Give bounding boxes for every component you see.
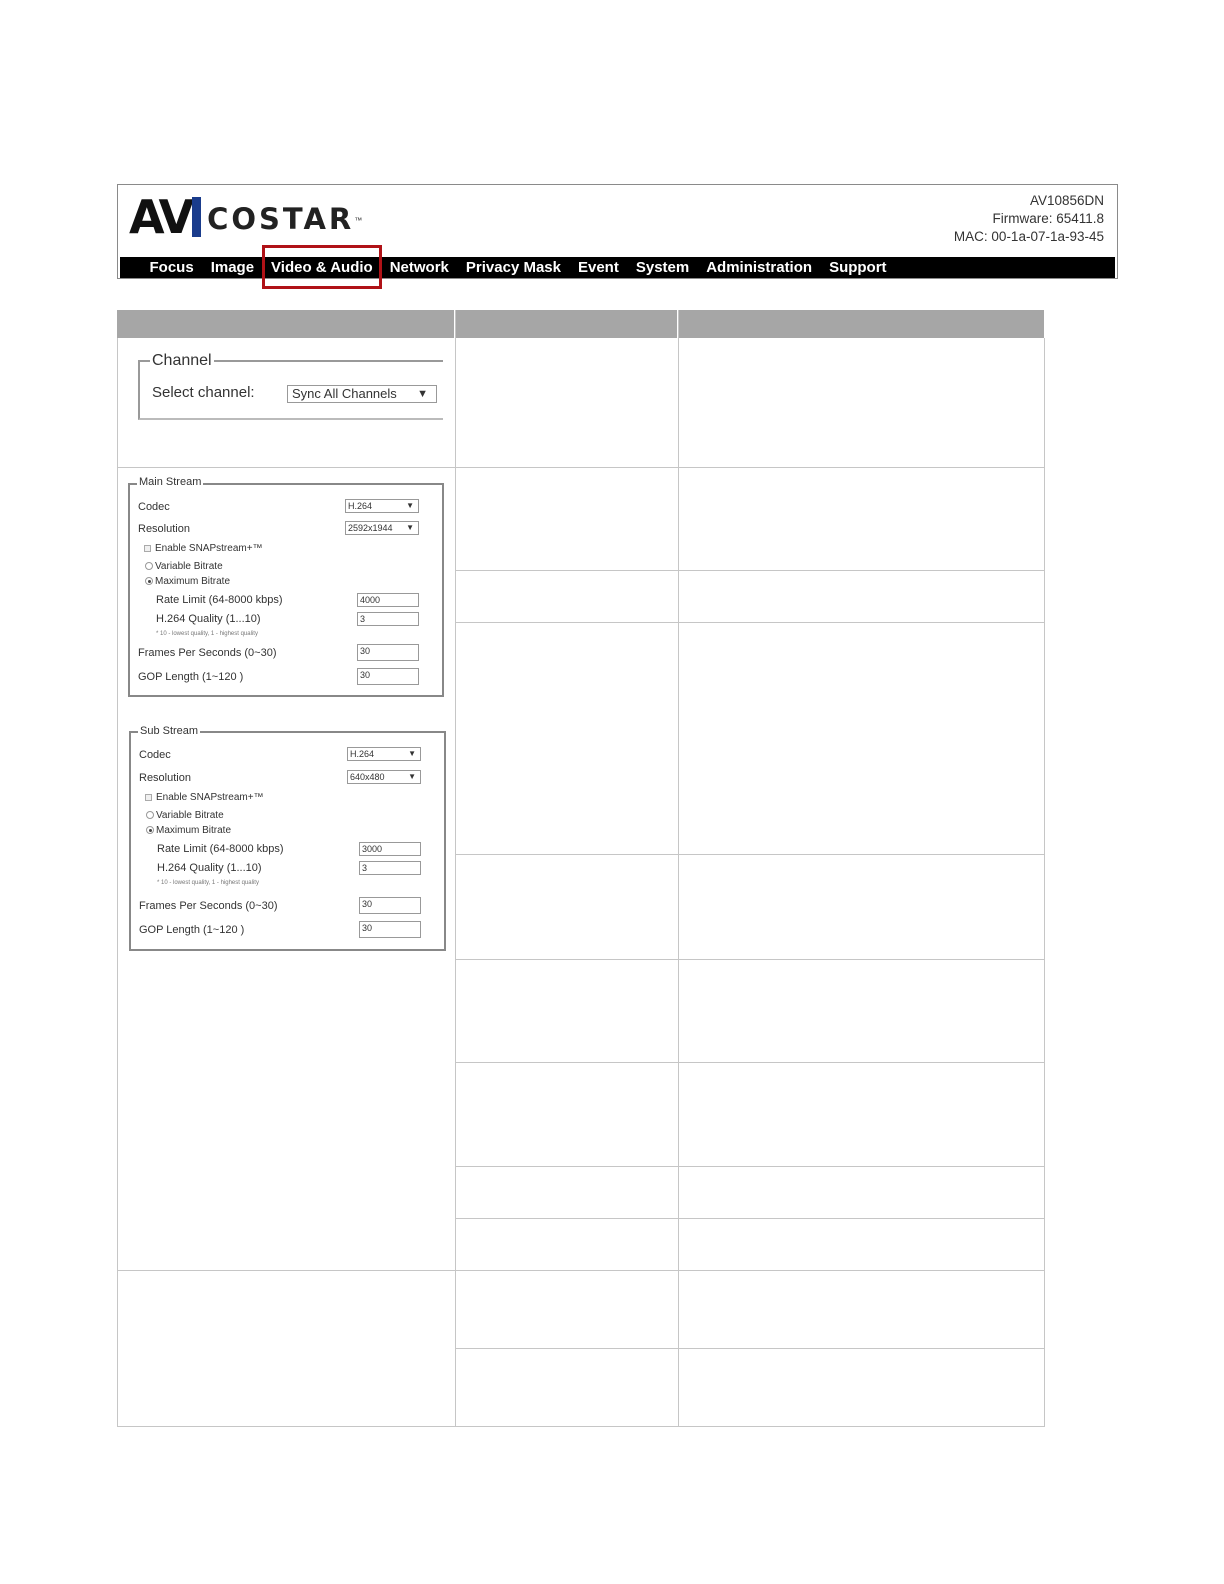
sub-rate-limit-label: Rate Limit (64-8000 kbps) xyxy=(157,843,284,855)
device-model: AV10856DN xyxy=(1029,193,1104,208)
main-maximum-bitrate-radio[interactable] xyxy=(145,577,153,585)
main-rate-limit-input[interactable]: 4000 xyxy=(357,593,419,607)
logo-costar: COSTAR xyxy=(207,202,355,236)
main-codec-label: Codec xyxy=(138,501,170,513)
chevron-down-icon: ▼ xyxy=(408,772,416,781)
sub-fps-label: Frames Per Seconds (0~30) xyxy=(139,900,278,912)
table-header-cell-3 xyxy=(679,310,1044,338)
device-mac: MAC: 00-1a-07-1a-93-45 xyxy=(953,229,1104,244)
logo-av: AV xyxy=(129,190,192,244)
main-stream-fieldset xyxy=(128,483,444,697)
sub-gop-input[interactable]: 30 xyxy=(359,921,421,938)
nav-administration[interactable]: Administration xyxy=(706,259,813,276)
sub-codec-select[interactable] xyxy=(347,747,421,761)
row-divider xyxy=(117,467,1045,468)
sub-quality-label: H.264 Quality (1...10) xyxy=(157,862,262,874)
main-resolution-label: Resolution xyxy=(138,523,190,535)
main-snapstream-label: Enable SNAPstream+™ xyxy=(155,543,263,554)
table-divider-2 xyxy=(678,310,679,1427)
nav-image[interactable]: Image xyxy=(210,259,255,276)
main-maximum-bitrate-label: Maximum Bitrate xyxy=(155,576,231,587)
row-divider xyxy=(455,854,1045,855)
table-header-cell-1 xyxy=(117,310,454,338)
active-tab-highlight xyxy=(262,245,382,289)
sub-resolution-label: Resolution xyxy=(139,772,191,784)
row-divider xyxy=(455,1062,1045,1063)
row-divider xyxy=(455,959,1045,960)
sub-codec-value: H.264 xyxy=(350,749,375,759)
nav-privacy-mask[interactable]: Privacy Mask xyxy=(465,259,561,276)
row-divider xyxy=(455,570,1045,571)
sub-resolution-value: 640x480 xyxy=(350,772,385,782)
main-snapstream-checkbox[interactable] xyxy=(144,545,151,552)
table-border-right xyxy=(1044,338,1045,1427)
nav-video-audio[interactable]: Video & Audio xyxy=(271,259,373,276)
main-quality-input[interactable]: 3 xyxy=(357,612,419,626)
sub-stream-fieldset xyxy=(129,731,446,951)
table-border-left xyxy=(117,338,118,1427)
sub-quality-input[interactable]: 3 xyxy=(359,861,421,875)
sub-snapstream-checkbox[interactable] xyxy=(145,794,152,801)
sub-codec-label: Codec xyxy=(139,749,171,761)
nav-system[interactable]: System xyxy=(635,259,690,276)
main-variable-bitrate-label: Variable Bitrate xyxy=(155,561,223,572)
sub-maximum-bitrate-label: Maximum Bitrate xyxy=(156,825,232,836)
table-border-bottom xyxy=(117,1426,1045,1427)
main-resolution-value: 2592x1944 xyxy=(348,523,393,533)
row-divider xyxy=(117,1270,1045,1271)
table-divider-1 xyxy=(455,310,456,1427)
main-fps-label: Frames Per Seconds (0~30) xyxy=(138,647,277,659)
sub-variable-bitrate-label: Variable Bitrate xyxy=(156,810,224,821)
main-codec-value: H.264 xyxy=(348,501,373,511)
logo-tm: ™ xyxy=(354,215,363,225)
row-divider xyxy=(455,1348,1045,1349)
sub-fps-input[interactable]: 30 xyxy=(359,897,421,914)
avcostar-logo xyxy=(129,190,363,244)
chevron-down-icon: ▼ xyxy=(406,501,414,510)
device-firmware: Firmware: 65411.8 xyxy=(992,211,1104,226)
chevron-down-icon: ▼ xyxy=(408,749,416,758)
nav-support[interactable]: Support xyxy=(829,259,887,276)
sub-stream-legend: Sub Stream xyxy=(140,725,199,737)
row-divider xyxy=(455,1218,1045,1219)
channel-select[interactable] xyxy=(287,385,437,403)
sub-gop-label: GOP Length (1~120 ) xyxy=(139,924,245,936)
main-gop-input[interactable]: 30 xyxy=(357,668,419,685)
sub-snapstream-label: Enable SNAPstream+™ xyxy=(156,792,264,803)
main-codec-select[interactable] xyxy=(345,499,419,513)
sub-resolution-select[interactable] xyxy=(347,770,421,784)
nav-event[interactable]: Event xyxy=(577,259,619,276)
main-variable-bitrate-radio[interactable] xyxy=(145,562,153,570)
main-gop-label: GOP Length (1~120 ) xyxy=(138,671,244,683)
sub-quality-note: * 10 - lowest quality, 1 - highest quality xyxy=(157,880,259,886)
row-divider xyxy=(455,622,1045,623)
channel-legend: Channel xyxy=(152,352,212,369)
logo-bar xyxy=(192,197,201,237)
sub-variable-bitrate-radio[interactable] xyxy=(146,811,154,819)
main-resolution-select[interactable] xyxy=(345,521,419,535)
main-quality-label: H.264 Quality (1...10) xyxy=(156,613,261,625)
nav-network[interactable]: Network xyxy=(389,259,449,276)
main-stream-legend: Main Stream xyxy=(139,476,202,488)
nav-focus[interactable]: Focus xyxy=(149,259,194,276)
sub-rate-limit-input[interactable]: 3000 xyxy=(359,842,421,856)
channel-select-value: Sync All Channels xyxy=(292,386,397,401)
main-fps-input[interactable]: 30 xyxy=(357,644,419,661)
main-quality-note: * 10 - lowest quality, 1 - highest quality xyxy=(156,631,258,637)
main-rate-limit-label: Rate Limit (64-8000 kbps) xyxy=(156,594,283,606)
chevron-down-icon: ▼ xyxy=(406,523,414,532)
select-channel-label: Select channel: xyxy=(152,384,255,401)
table-header-cell-2 xyxy=(456,310,677,338)
chevron-down-icon: ▼ xyxy=(417,388,428,400)
sub-maximum-bitrate-radio[interactable] xyxy=(146,826,154,834)
device-info xyxy=(954,192,1104,246)
row-divider xyxy=(455,1166,1045,1167)
